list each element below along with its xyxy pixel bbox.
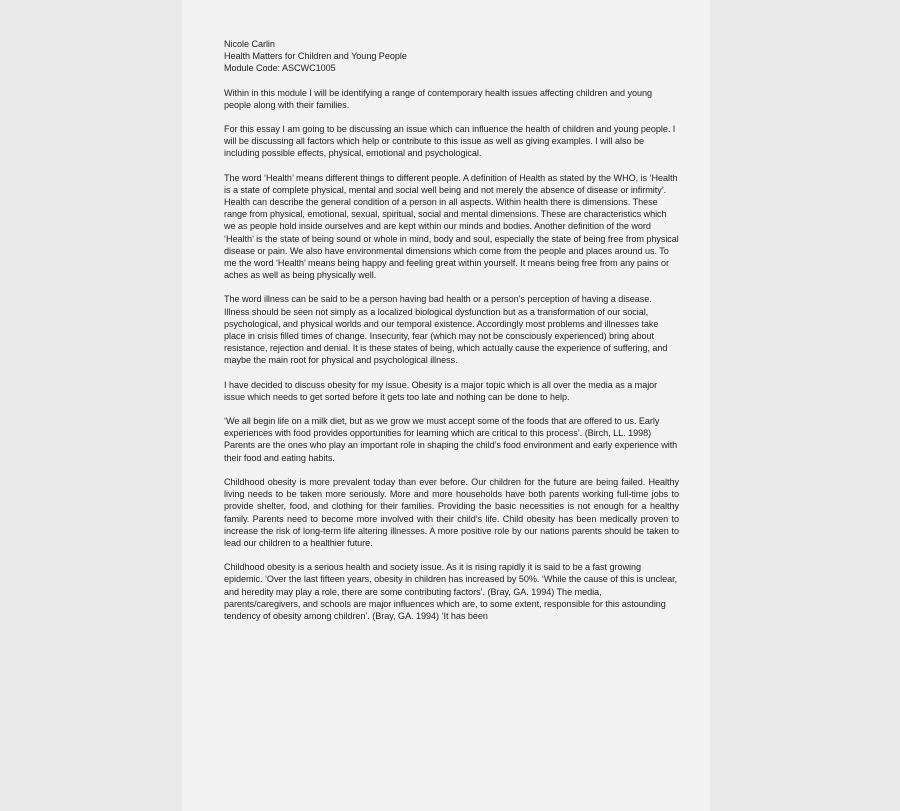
author-name: Nicole Carlin — [224, 39, 275, 49]
paragraph-serious-issue: Childhood obesity is a serious health and society issue. As it is rising rapidly it is said to be a fast growing epidemic. ‘Over the last fifteen years, obesity in children has increased by 50%. ‘While the cause of this is unclear, and heredity may play a role, there are some contributing factors’. (Bray, GA. 1994) The media, parents/caregivers, and schools are major influences which are, to some extent, responsible for this astounding tendency of obesity among children’. (Bray, GA. 1994) ‘It has been — [224, 562, 678, 621]
paragraph-health-definition: The word ‘Health’ means different things to different people. A definition of Health as stated by the WHO, is ‘Health is a state of complete physical, mental and social well being and not merely the absence of disease or infirmity’. Health can describe the general condition of a person in all aspects. Within health there is dimensions. These range from physical, emotional, sexual, spiritual, social and mental dimensions. These are characteristics which we as people hold inside ourselves and are kept within our minds and bodies. Another definition of the word ‘Health’ is the state of being sound or whole in mind, body and soul, especially the state of being free from physical disease or pain. We also have environmental dimensions which come from the people and places around us. To me the word ‘Health’ means being happy and feeling great within yourself. It means being free from any pains or aches as well as being physically well. — [224, 172, 679, 281]
paragraph-illness-definition: The word illness can be said to be a person having bad health or a person’s perception of having a disease. Illness should be seen not simply as a localized biological dysfunction but as a transformation of our social, psychological, and physical worlds and our temporal existence. Accordingly most problems and illnesses take place in crisis filled times of change. Insecurity, fear (which may not be consciously experienced) bring about resistance, rejection and denial. It is these states of being, which actually cause the experience of suffering, and maybe the main root for physical and psychological illness. — [224, 294, 668, 366]
paragraph-chosen-issue: I have decided to discuss obesity for my issue. Obesity is a major topic which is all over the media as a major issue which needs to get sorted before it gets too late and nothing can be done to help. — [224, 379, 658, 402]
paragraph-intro: Within in this module I will be identifying a range of contemporary health issues affecting children and young people along with their families. — [224, 87, 653, 110]
course-title: Health Matters for Children and Young People — [224, 51, 407, 62]
document-text — [224, 38, 679, 622]
module-code: Module Code: ASCWC1005 — [224, 63, 336, 74]
paragraph-childhood-obesity: Childhood obesity is more prevalent today than ever before. Our children for the future are being failed. Healthy living needs to be taken more seriously. More and more households have both parents working full-time jobs to provide shelter, food, and clothing for their families. Providing the basic necessities is not enough for a healthy family. Parents need to become more involved with their child’s life. Child obesity has been medically proven to increase the risk of long-term life altering illnesses. A more positive role by our nations parents should be taken to lead our children to a healthier future. — [224, 476, 679, 548]
document-page — [182, 0, 710, 811]
paragraph-essay-purpose: For this essay I am going to be discussing an issue which can influence the health of children and young people. I will be discussing all factors which help or contribute to this issue as well as giving examples. I will also be including possible effects, physical, emotional and psychological. — [224, 124, 676, 159]
paragraph-milk-diet-quote: ‘We all begin life on a milk diet, but as we grow we must accept some of the foods that are offered to us. Early experiences with food provides opportunities for learning which are critical to this process’. (Birch, LL. 1998) Parents are the ones who play an important role in shaping the child’s food environment and early experience with their food and eating habits. — [224, 416, 678, 463]
